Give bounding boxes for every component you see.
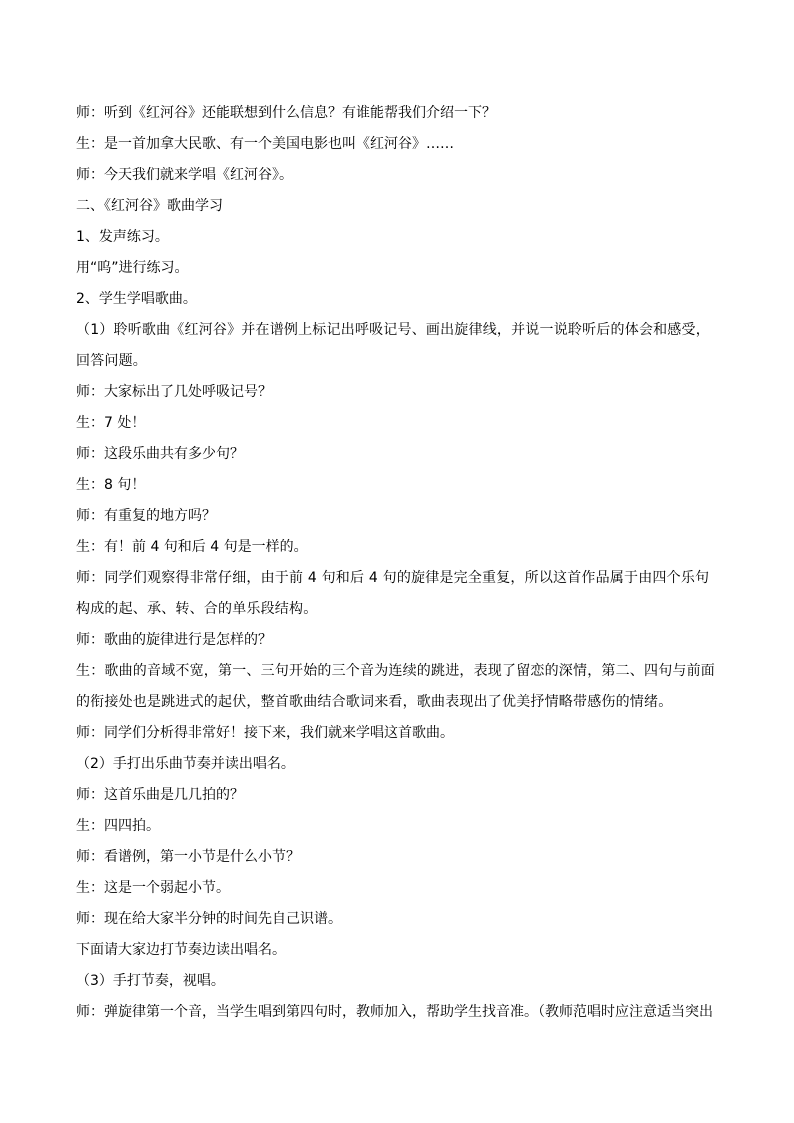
paragraph-teacher-self-study: 师：现在给大家半分钟的时间先自己识谱。: [76, 911, 342, 927]
paragraph-teacher-intro-song: 师：今天我们就来学唱《红河谷》。: [76, 167, 293, 183]
paragraph-teacher-breath-marks: 师：大家标出了几处呼吸记号？: [76, 384, 272, 400]
paragraph-student-breath-marks: 生：7 处！: [76, 415, 146, 431]
substep-rhythm-solfege: （2）手打出乐曲节奏并读出唱名。: [76, 756, 295, 772]
paragraph-teacher-bar-question: 师：看谱例，第一小节是什么小节？: [76, 849, 300, 865]
paragraph-teacher-melody-guidance: 师：弹旋律第一个音，当学生唱到第四句时，教师加入，帮助学生找音准。（教师范唱时应注意适当突出: [76, 1004, 713, 1020]
substep-listen-and-mark: （1）聆听歌曲《红河谷》并在谱例上标记出呼吸记号、画出旋律线，并说一说聆听后的体会和感受，回答问题。: [76, 322, 710, 369]
paragraph-teacher-meter-question: 师：这首乐曲是几几拍的？: [76, 787, 244, 803]
substep-sight-singing: （3）手打节奏，视唱。: [76, 973, 225, 989]
paragraph-teacher-melody-question: 师：歌曲的旋律进行是怎样的？: [76, 632, 272, 648]
paragraph-student-answer-info: 生：是一首加拿大民歌、有一个美国电影也叫《红河谷》……: [76, 136, 454, 152]
paragraph-teacher-structure: 师：同学们观察得非常仔细，由于前 4 句和后 4 句的旋律是完全重复，所以这首作品属于由四个乐句构成的起、承、转、合的单乐段结构。: [76, 570, 710, 617]
paragraph-vocal-warmup-detail: 用“呜”进行练习。: [76, 260, 189, 276]
section-heading-song-learning: 二、《红河谷》歌曲学习: [76, 198, 223, 214]
paragraph-student-sentence-count: 生：8 句！: [76, 477, 146, 493]
step-learn-song: 2、学生学唱歌曲。: [76, 291, 197, 307]
paragraph-teacher-repetition: 师：有重复的地方吗？: [76, 508, 216, 524]
paragraph-student-melody-answer: 生：歌曲的音域不宽，第一、三句开始的三个音为连续的跳进，表现了留恋的深情，第二、四句与前面的衔接处也是跳进式的起伏，整首歌曲结合歌词来看，歌曲表现出了优美抒情略带感伤的情绪。: [76, 663, 715, 710]
document-body: [76, 98, 720, 1028]
paragraph-rhythm-reading: 下面请大家边打节奏边读出唱名。: [76, 942, 286, 958]
step-vocal-warmup: 1、发声练习。: [76, 229, 169, 245]
paragraph-teacher-question-info: 师：听到《红河谷》还能联想到什么信息？有谁能帮我们介绍一下？: [76, 105, 496, 121]
paragraph-student-repetition: 生：有！前 4 句和后 4 句是一样的。: [76, 539, 308, 555]
paragraph-student-meter-answer: 生：四四拍。: [76, 818, 160, 834]
paragraph-student-bar-answer: 生：这是一个弱起小节。: [76, 880, 230, 896]
paragraph-teacher-sentence-count: 师：这段乐曲共有多少句？: [76, 446, 244, 462]
paragraph-teacher-praise: 师：同学们分析得非常好！接下来，我们就来学唱这首歌曲。: [76, 725, 454, 741]
